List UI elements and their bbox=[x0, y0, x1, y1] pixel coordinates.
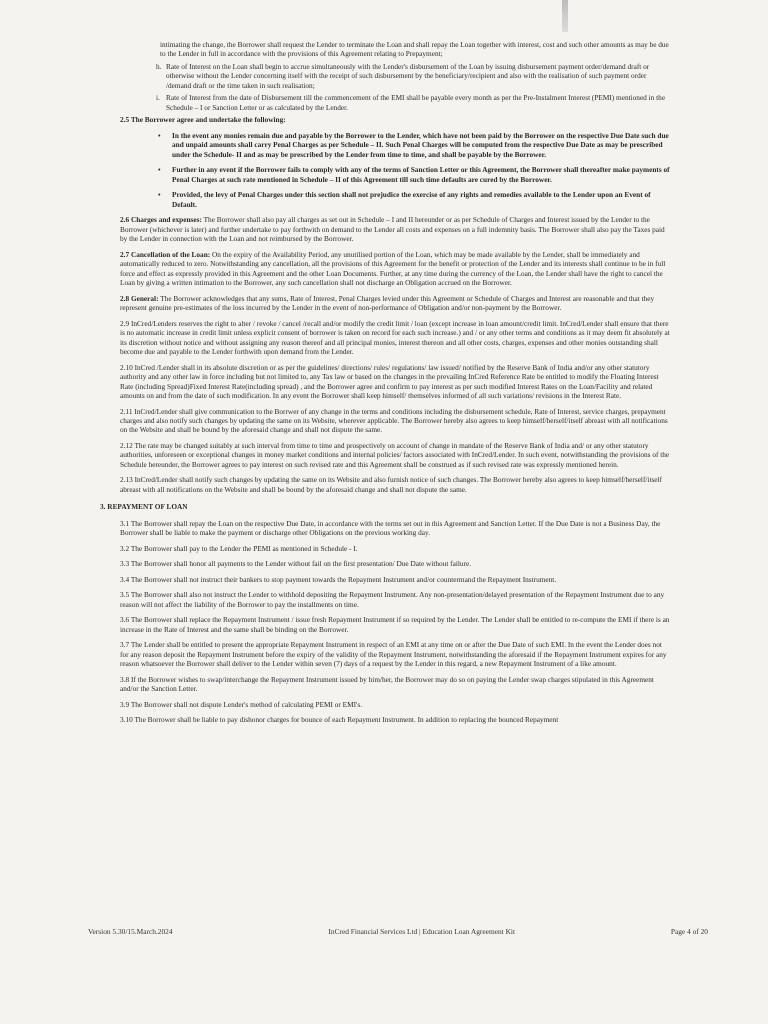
page-footer bbox=[88, 927, 708, 936]
clause-3-4: 3.4 The Borrower shall not instruct their bankers to stop payment towards the Repayment Instrument and/or countermand the Repayment Instrument. bbox=[120, 574, 557, 584]
bullet-text: In the event any monies remain due and payable by the Borrower to the Lender, which have not been paid by the Borrower on the respective Due Date such due and unpaid amounts shall carry Penal Charges as per Schedule – II. Such Penal Charges will be computed from the respective Due Date as may be prescribed under the Schedule- II and as may be prescribed by the Lender from time to time, and shall be payable by the Borrower. bbox=[172, 130, 669, 159]
list-item-h bbox=[156, 62, 670, 90]
clause-text: 2.11 InCred/Lender shall give communication to the Borrwer of any change in the terms and conditions including the disbursement schedule, Rate of Interest, service charges, prepayment charges and also notify such changes by updating the same on its Website, wherever applicable. The Borrower hereby also agrees to keep himself/herself/itself abreast with all notifications on the Website and shall be bound by the aforesaid change and shall not dispute the same. bbox=[120, 406, 668, 435]
bullet-text: Provided, the levy of Penal Charges under this section shall not prejudice the exercise of any rights and remedies available to the Lender upon an Event of Default. bbox=[172, 190, 651, 209]
list-text: Rate of Interest from the date of Disbursement till the commencement of the EMI shall be payable every month as per the Pre-Instalment Interest (PEMI) mentioned in the Schedule – I or Sanction Letter or as calculated by the Lender. bbox=[166, 93, 666, 112]
clause-3-2: 3.2 The Borrower shall pay to the Lender the PEMI as mentioned in Schedule - I. bbox=[120, 543, 358, 553]
document-body bbox=[100, 40, 670, 731]
bullet-item bbox=[158, 165, 670, 184]
list-marker: h. bbox=[156, 61, 162, 71]
clause-2-12 bbox=[120, 441, 670, 469]
clause-2-11 bbox=[120, 407, 670, 435]
list-item-i bbox=[156, 93, 670, 112]
clause-2-6 bbox=[120, 215, 670, 243]
clause-text: 2.13 InCred/Lender shall notify such changes by updating the same on its Website and also furnish notice of such changes. The Borrower hereby also agrees to keep himself/herself/itself abreast with all notifications on the Website and shall be bound by the aforesaid change and shall not dispute the same. bbox=[120, 475, 663, 494]
clause-2-9 bbox=[120, 319, 670, 357]
clause-3-1: 3.1 The Borrower shall repay the Loan on the respective Due Date, in accordance with the terms set out in this Agreement and Sanction Letter. If the Due Date is not a Business Day, the Borrower shall be liable to make the payment or discharge other Obligations on the previous working day. bbox=[120, 518, 661, 538]
footer-version: Version 5.30/15.March.2024 bbox=[88, 927, 173, 936]
section-2-5-heading: 2.5 The Borrower agree and undertake the following: bbox=[120, 115, 286, 125]
list-marker: i. bbox=[156, 93, 160, 103]
clause-text: The Borrower acknowledges that any sums, Rate of Interest, Penal Charges levied under this Agreement or Schedule of Charges and Interest are reasonable and that they represent genuine pre-estimates of the loss incurred by the Lender in the event of non-performance of Obligation and/or non-payment by the Borrower. bbox=[120, 293, 655, 313]
clause-2-8 bbox=[120, 294, 670, 313]
bullet-symbol: • bbox=[158, 165, 161, 175]
scan-artifact bbox=[562, 0, 568, 32]
bullet-item bbox=[158, 131, 670, 159]
clause-lead: 2.8 General: bbox=[120, 293, 159, 303]
bullet-text: Further in any event if the Borrower fails to comply with any of the terms of Sanction Letter or this Agreement, the Borrower shall thereafter make payments of Penal Charges at such rate mentioned in Schedule – II of this Agreement till such time defaults are cured by the Borrower. bbox=[172, 165, 670, 184]
clause-3-9: 3.9 The Borrower shall not dispute Lender's method of calculating PEMI or EMI's. bbox=[120, 699, 363, 709]
clause-text: 2.9 InCred/Lenders reserves the right to alter / revoke / cancel /recall and/or modify the credit limit / loan (except increase in loan amount/credit limit. InCred/Lender shall ensure that there is no automatic increase in credit limit unless explicit consent of borrower is taken on record for each such increase.) and / or any other terms and conditions as it may deem fit absolutely at its discretion without notice and without assigning any reason thereof and all principal monies, interest thereon and all other costs, charges, expenses and other monies outstanding shall become due and payable to the Lender forthwith upon demand from the Lender. bbox=[120, 318, 670, 357]
footer-company: InCred Financial Services Ltd | Education Loan Agreement Kit bbox=[328, 927, 516, 936]
bullet-item bbox=[158, 190, 670, 209]
section-3-heading: 3. REPAYMENT OF LOAN bbox=[100, 502, 188, 512]
bullet-symbol: • bbox=[158, 130, 161, 140]
paragraph-intro: intimating the change, the Borrower shall request the Lender to terminate the Loan and shall repay the Loan together with interest, cost and such other amounts as may be due to the Lender in full in accordance with the provisions of this Agreement relating to Prepayment; bbox=[160, 40, 669, 59]
clause-text: On the expiry of the Availability Period, any unutilised portion of the Loan, which may be made available by the Lender, shall be immediately and automatically reduced to zero. Notwithstanding any cancellation, all the provisions of this Agreement for the benefit or protection of the Lender and its interests shall continue to be in full force and effect as expressly provided in this Agreement and the other Loan Documents. Further, at any time during the currency of the Loan, the Lender shall have the right to cancel the Loan by giving a written intimation to the Borrower, any such cancellation shall not discharge an Obligation accrued on the Borrower. bbox=[120, 249, 666, 288]
clause-3-8: 3.8 If the Borrower wishes to swap/interchange the Repayment Instrument issued by him/her, the Borrower may do so on paying the Lender swap charges stipulated in this Agreement and/or the Sanction Letter. bbox=[120, 674, 654, 694]
clause-2-13 bbox=[120, 475, 670, 494]
clause-3-7: 3.7 The Lender shall be entitled to present the appropriate Repayment Instrument in respect of an EMI at any time on or after the Due Date of such EMI. In the event the Lender does not for any reason deposit the Repayment Instrument before the expiry of the validity of the Repayment Instrument, notwithstanding the aforesaid if the Repayment Instrument expires for any reason whatsoever the Borrower shall deliver to the Lender within seven (7) days of a request by the Lender in this regard, a new Repayment Instrument of a like amount. bbox=[120, 640, 667, 669]
clause-lead: 2.7 Cancellation of the Loan: bbox=[120, 249, 211, 259]
clause-3-10: 3.10 The Borrower shall be liable to pay dishonor charges for bounce of each Repayment Instrument. In addition to replacing the bounced Repayment bbox=[120, 715, 559, 725]
clause-text: The Borrower shall also pay all charges as set out in Schedule – I and II hereunder or as per Schedule of Charges and Interest issued by the Lender to the Borrower (whichever is later) and further undertake to pay forthwith on demand to the Lender all costs and expenses on a full indemnity basis. The Borrower shall also pay the Taxes paid by the Lender in connection with the Loan and not reimbursed by the Borrower. bbox=[120, 215, 665, 244]
bullet-symbol: • bbox=[158, 190, 161, 200]
footer-page-number: Page 4 of 20 bbox=[670, 927, 708, 936]
clause-3-5: 3.5 The Borrower shall also not instruct the Lender to withhold depositing the Repayment Instrument. Any non-presentation/delayed presentation of the Repayment Instrument due to any reason will not affect the liability of the Borrower to pay the installments on time. bbox=[120, 590, 665, 609]
clause-3-6: 3.6 The Borrower shall replace the Repayment Instrument / issue fresh Repayment Instrument if so required by the Lender. The Lender shall be entitled to re-compute the EMI if there is an increase in the Rate of Interest and the same shall be binding on the Borrower. bbox=[120, 615, 670, 634]
list-text: Rate of Interest on the Loan shall begin to accrue simultaneously with the Lender's disbursement of the Loan by issuing disbursement payment order/demand draft or otherwise without the Lender concerning itself with the receipt of such disbursement by the beneficiary/recipient and also with the realisation of such payment order /demand draft or the time taken in such realisation; bbox=[166, 61, 650, 90]
clause-lead: 2.6 Charges and expenses: bbox=[120, 215, 202, 225]
clause-3-3: 3.3 The Borrower shall honor all payments to the Lender without fail on the first presentation/ Due Date without failure. bbox=[120, 559, 472, 569]
clause-2-10 bbox=[120, 363, 670, 401]
clause-text: 2.12 The rate may be changed suitably at such interval from time to time and prospectively on account of change in mandate of the Reserve Bank of India and/ or any other statutory authorities, unforeseen or exceptional changes in money market conditions and internal policies/ factors associated with InCred/Lender. In such event, notwithstanding the provisions of the Schedule hereunder, the Borrower agrees to pay interest on such revised rate and this Agreement shall be construed as if such revised rate was expressly mentioned herein. bbox=[120, 440, 670, 469]
clause-2-7 bbox=[120, 250, 670, 288]
clause-text: 2.10 InCred /Lender shall in its absolute discretion or as per the guidelines/ directions/ rules/ regulations/ law issued/ notified by the Reserve Bank of India and/or any other statutory authority and any other law in force including but not limited to, any Tax law or based on the changes in the prevailing InCred Reference Rate be entitled to modify the Floating Interest Rate (including Spread)Fixed Interest Rate(including spread) , and the Borrower agree and confirm to pay interest as per such modified Interest Rates on the Loan/Facility and related amounts on and from the date of such modification. In any event the Borrower shall keep himself/ themselves informed of all such variations/ revisions in the Interest Rate. bbox=[120, 362, 659, 401]
